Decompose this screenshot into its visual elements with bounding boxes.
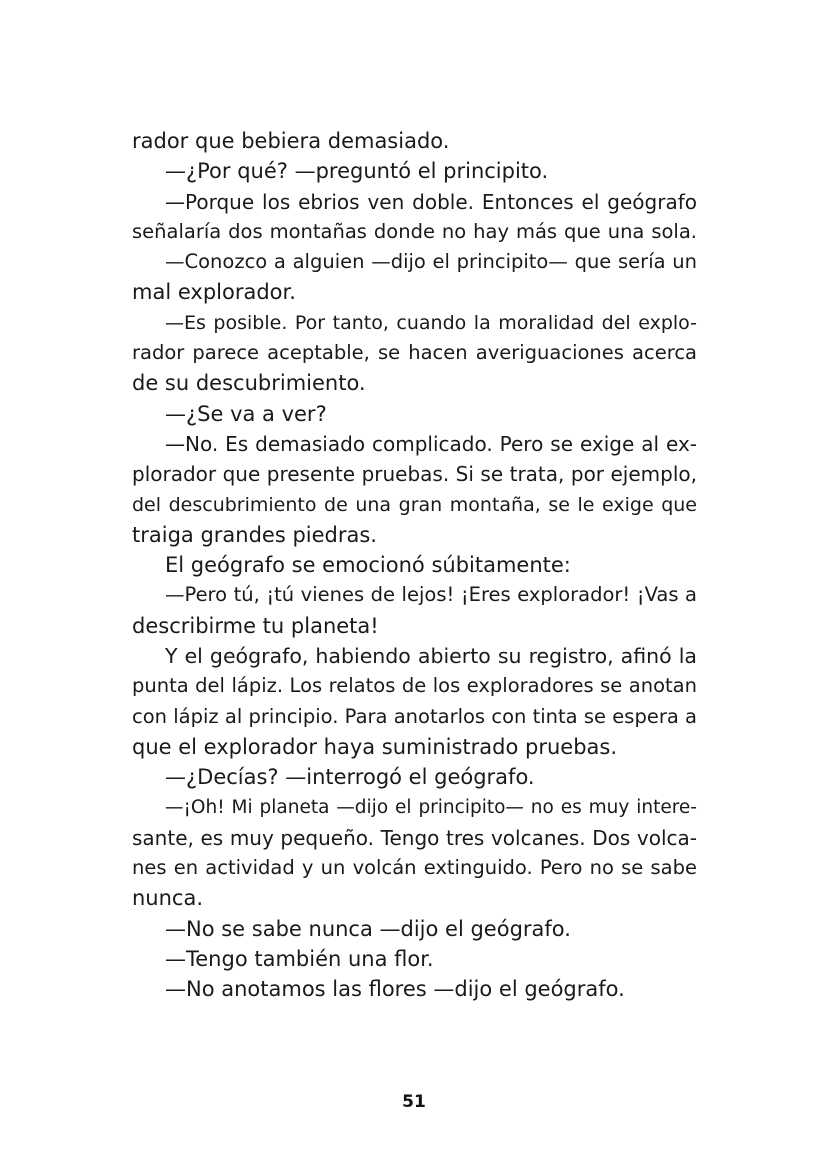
text-line: mal explorador. [132,280,296,305]
text-line: traiga grandes piedras. [132,522,377,547]
text-line: describirme tu planeta! [132,613,379,638]
text-line: —Conozco a alguien —dijo el principito— que sería un [165,250,697,274]
text-line: sante, es muy pequeño. Tengo tres volcanes. Dos volca- [132,825,697,850]
text-line: que el explorador haya suministrado pruebas. [132,734,618,759]
text-line: —Es posible. Por tanto, cuando la moralidad del explo- [165,311,697,334]
text-line: con lápiz al principio. Para anotarlos con tinta se espera a [132,704,697,728]
text-line: —No anotamos las flores —dijo el geógrafo. [165,977,625,1002]
text-line: —No. Es demasiado complicado. Pero se exige al ex- [165,431,697,456]
text-line: El geógrafo se emocionó súbitamente: [165,553,571,578]
text-line: señalaría dos montañas donde no hay más que una sola. [132,219,697,243]
text-line: Y el geógrafo, habiendo abierto su registro, afinó la [165,644,697,669]
text-line: de su descubrimiento. [132,371,366,396]
text-line: —Pero tú, ¡tú vienes de lejos! ¡Eres explorador! ¡Vas a [165,583,697,607]
body-text [132,126,697,1005]
text-line: rador parece aceptable, se hacen averiguaciones acerca [132,341,697,365]
text-line: —No se sabe nunca —dijo el geógrafo. [165,916,571,941]
text-line: —Porque los ebrios ven doble. Entonces el geógrafo [165,189,697,214]
text-line: nunca. [132,886,204,911]
text-line: —¿Por qué? —preguntó el principito. [165,159,549,184]
text-line: plorador que presente pruebas. Si se trata, por ejemplo, [132,462,697,487]
text-line: —¡Oh! Mi planeta —dijo el principito— no es muy intere- [165,796,697,818]
page-number: 51 [402,1092,426,1112]
text-line: nes en actividad y un volcán extinguido. Pero no se sabe [132,856,697,880]
text-line: —¿Decías? —interrogó el geógrafo. [165,765,535,790]
text-line: rador que bebiera demasiado. [132,129,450,153]
text-line: —¿Se va a ver? [165,401,327,426]
text-line: —Tengo también una flor. [165,947,434,972]
text-line: punta del lápiz. Los relatos de los exploradores se anotan [132,674,697,698]
text-line: del descubrimiento de una gran montaña, se le exige que [132,493,697,516]
